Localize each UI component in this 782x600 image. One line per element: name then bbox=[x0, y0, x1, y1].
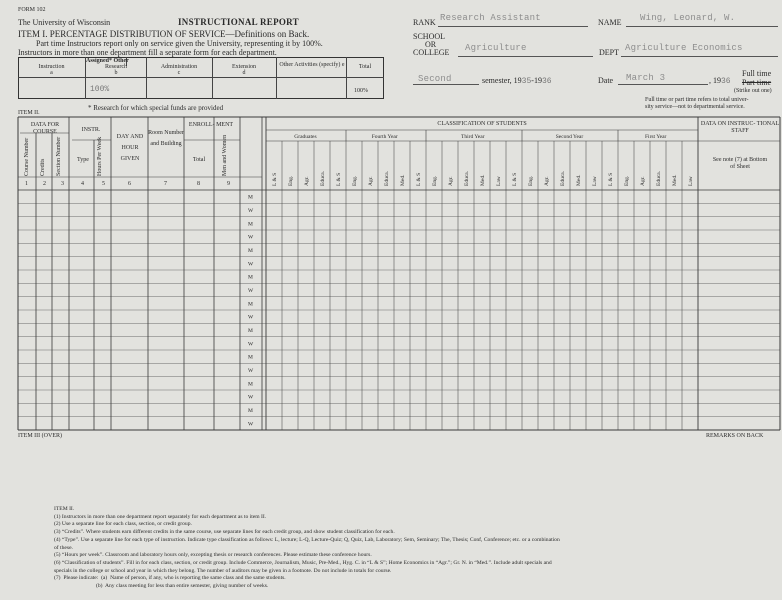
name-field[interactable]: Wing, Leonard, W. bbox=[640, 13, 736, 23]
sub-col-8: Med. bbox=[400, 174, 406, 186]
room-building-col: Room Number and Building bbox=[148, 130, 184, 147]
notes-title: ITEM II. bbox=[54, 506, 75, 512]
mw-label-12: M bbox=[248, 354, 253, 361]
year-end[interactable]: 36 bbox=[541, 77, 552, 86]
sub-col-0: L & S bbox=[272, 172, 278, 186]
note-6: (6) “Classification of students”. Fill in for each class, section, or credit group. Include Commerce, Journalism, Music, Pre-Med., Hyg. C. in “L & S”; Home Economics in “Agr.”; Gr. N. in “Med.”. Include adult specials and bbox=[54, 559, 552, 566]
sub-col-19: Med. bbox=[576, 174, 582, 186]
mw-label-17: W bbox=[248, 421, 254, 428]
sub-col-25: Med. bbox=[672, 174, 678, 186]
group-first-year: First Year bbox=[645, 134, 667, 140]
full-time-label: Full time bbox=[742, 69, 772, 78]
mw-label-10: M bbox=[248, 328, 253, 334]
note-7b: (b) Any class meeting for less than entire semester, giving number of weeks. bbox=[54, 583, 269, 590]
college-field[interactable]: Agriculture bbox=[465, 43, 527, 53]
strike-out-note: (Strike out one) bbox=[734, 88, 772, 94]
sub-col-12: Educa. bbox=[464, 170, 470, 186]
day-hour-col: DAY AND HOUR GIVEN bbox=[116, 134, 144, 162]
sub-col-17: Agr. bbox=[544, 176, 550, 186]
dept-label: DEPT bbox=[599, 48, 619, 57]
research-col: Research bbox=[105, 64, 127, 70]
sub-col-26: Law bbox=[688, 176, 694, 186]
research-footnote: * Research for which special funds are provided bbox=[88, 104, 224, 112]
part-time-label: Part time bbox=[742, 78, 772, 87]
full-time-note-1: Full time or part time refers to total univer- bbox=[645, 97, 749, 103]
dept-field[interactable]: Agriculture Economics bbox=[625, 43, 743, 53]
course-number-col: Course Number bbox=[24, 137, 30, 176]
semester-label: semester, 1935-1936 bbox=[482, 76, 552, 86]
administration-col: Administration bbox=[160, 64, 198, 70]
data-for-course-header: DATA FOR COURSE bbox=[30, 122, 60, 135]
mw-label-6: M bbox=[248, 274, 253, 281]
instr-header: INSTR. bbox=[81, 127, 101, 133]
sub-col-2: Agr. bbox=[304, 176, 310, 186]
instructional-staff-header: DATA ON INSTRUC- TIONAL STAFF bbox=[700, 121, 780, 134]
sub-col-15: L & S bbox=[512, 172, 518, 186]
year-start[interactable]: 35 bbox=[521, 77, 532, 86]
sub-col-10: Eng. bbox=[432, 175, 438, 186]
note-7a: (7) Please indicate: (a) Name of person, if any, who is reporting the same class and the same students. bbox=[54, 575, 286, 582]
mw-label-2: M bbox=[248, 221, 253, 228]
extension-col: Extension bbox=[232, 64, 256, 70]
men-women-col: Men and Women bbox=[222, 134, 228, 176]
sub-col-6: Agr. bbox=[368, 176, 374, 186]
sub-col-7: Educa. bbox=[384, 170, 390, 186]
classification-header: CLASSIFICATION OF STUDENTS bbox=[437, 121, 527, 127]
mw-label-4: M bbox=[248, 248, 253, 254]
group-third-year: Third Year bbox=[461, 134, 485, 140]
note-4: (4) “Type”. Use a separate line for each type of instruction. Indicate type classification as follows: L, lecture; L-Q, Lecture-Quiz; Q, Quiz, Lab, Laboratory; Sem, Seminary; The, Thesis; Conf, Conference; etc. or a combination bbox=[54, 536, 560, 543]
note-4-cont: of these. bbox=[54, 544, 73, 551]
research-percent[interactable]: 100% bbox=[90, 85, 110, 94]
sub-col-13: Med. bbox=[480, 174, 486, 186]
item1-instructions: Part time Instructors report only on service given the University, representing it by 100%. bbox=[36, 39, 323, 48]
item1-instructions-2: Instructors in more than one department fill a separate form for each department. bbox=[18, 48, 277, 57]
mw-label-0: M bbox=[248, 194, 253, 201]
mw-label-11: W bbox=[248, 341, 254, 348]
sub-col-5: Eng. bbox=[352, 175, 358, 186]
mw-label-15: W bbox=[248, 394, 254, 401]
see-note-text: See note (7) at Bottom of Sheet bbox=[712, 157, 768, 170]
note-1: (1) Instructors in more than one department report separately for each department as to item II. bbox=[54, 513, 267, 520]
instruction-col: Instruction bbox=[38, 64, 65, 70]
date-label: Date bbox=[598, 76, 614, 85]
remarks-label: REMARKS ON BACK bbox=[706, 433, 764, 439]
note-2: (2) Use a separate line for each class, section, or credit group. bbox=[54, 521, 192, 528]
or-label: OR bbox=[425, 40, 437, 49]
date-field[interactable]: March 3 bbox=[626, 73, 666, 83]
mw-label-5: W bbox=[248, 261, 254, 268]
note-3: (3) “Credits”. Where students earn different credits in the same course, use separate lines for each credit group, and show student classification for each. bbox=[54, 529, 395, 536]
note-5: (5) “Hours per week”. Classroom and laboratory hours only, excepting thesis or research conferences. Please estimate these conference hours. bbox=[54, 552, 372, 559]
sub-col-9: L & S bbox=[416, 172, 422, 186]
sub-col-22: Eng. bbox=[624, 175, 630, 186]
section-number-col: Section Number bbox=[56, 136, 62, 176]
instructional-report-form: FORM 102 The University of Wisconsin INSTRUCTIONAL REPORT ITEM I. PERCENTAGE DISTRIBUTION OF SERVICE—Definitions on Back. Part time Instructors report only on service given the University, representing it by 100%. Instructors in more than one department fill a separate form for each department. RANK Research Assistant NAME Wing, Leonard, W. SCHOOL OR COLLEGE Agriculture DEPT Agriculture Economics Second semester, 1935-1936 Date March 3 , 1936 Full time Part time (Strike out one) Full time or part time refers to total univer- sity service—not to departmental service. Instruction a Assigned* Other Research b Administration c Extension d Other Activities (specify) e Total 100% 100% * Research for which special funds are provided ITEM II. Graduates L & S Eng. Agr. Educa. L & S Fourth Year Eng. Agr. Educa. Med. L & S Third Year Eng. Agr. Educa. Med. Law L & S Second Year Eng. Agr. Educa. Med. Law L & S First Year Eng. Agr. Educa. Med. Law M W M W M W M W M W M W M W M W M W DATA FOR COURSE Course Number Credits Section Number INSTR. Type Hours Per Week DAY AND HOUR GIVEN Room Number and Building ENROLL- MENT Total Men and Women 1 2 3 4 5 6 7 8 9 CLASSIFICATION OF STUDENTS DATA ON INSTRUC- TIONAL STAFF See note (7) at Bottom of Sheet ITEM III (OVER) REMARKS ON BACK ITEM II. (1) Instructors in more than one department report separately for each department as to item II. (2) Use a separate line for each class, section, or credit group. (3) “Credits”. Where students earn different credits in the same course, use separate lines for each credit group, and show student classification for each. (4) “Type”. Use a separate line for each type of instruction. Indicate type classification as follows: L, lecture; L-Q, Lecture-Quiz; Q, Quiz, Lab, Laboratory; Sem, Seminary; The, Thesis; Conf, Conference; etc. or a combination of these. (5) “Hours per week”. Classroom and laboratory hours only, excepting thesis or research conferences. Please estimate these conference hours. (6) “Classification of students”. Fill in for each class, section, or credit group. Include Commerce, Journalism, Music, Pre-Med., Hyg. C. in “L & S”; Home Economics in “Agr.”; Gr. N. in “Med.”. Include adult specials and specials in the college or school and year in which they belong. The number of auditors may be given in a footnote. Do not include in totals for course. (7) Please indicate: (a) Name of person, if any, who is reporting the same class and the same students. (b) Any class meeting for less than entire semester, giving number of weeks. bbox=[0, 0, 782, 600]
form-number: FORM 102 bbox=[18, 7, 46, 13]
mw-label-1: W bbox=[248, 208, 254, 214]
assigned-other-label: Assigned* Other bbox=[86, 58, 129, 64]
mw-label-14: M bbox=[248, 381, 253, 388]
item3-label: ITEM III (OVER) bbox=[18, 433, 62, 439]
sub-col-18: Educa. bbox=[560, 170, 566, 186]
group-second-year: Second Year bbox=[555, 134, 584, 140]
sub-col-24: Educa. bbox=[656, 170, 662, 186]
sub-col-20: Law bbox=[592, 176, 598, 186]
mw-label-13: W bbox=[248, 368, 254, 374]
school-label: SCHOOL bbox=[413, 32, 446, 41]
sub-col-11: Agr. bbox=[448, 176, 454, 186]
total-col: Total bbox=[358, 64, 372, 70]
sub-col-16: Eng. bbox=[528, 175, 534, 186]
report-title: INSTRUCTIONAL REPORT bbox=[178, 17, 299, 27]
item1-title: ITEM I. PERCENTAGE DISTRIBUTION OF SERVICE—Definitions on Back. bbox=[18, 29, 310, 39]
mw-label-7: W bbox=[248, 288, 254, 294]
mw-label-16: M bbox=[248, 408, 253, 414]
sub-col-14: Law bbox=[496, 176, 502, 186]
item2-label: ITEM II. bbox=[18, 110, 40, 116]
rank-label: RANK bbox=[413, 18, 436, 27]
sub-col-4: L & S bbox=[336, 172, 342, 186]
other-activities-col: Other Activities (specify) e bbox=[279, 62, 345, 68]
group-fourth-year: Fourth Year bbox=[371, 134, 398, 140]
type-col: Type bbox=[77, 157, 89, 163]
total-percent[interactable]: 100% bbox=[354, 88, 368, 94]
college-label: COLLEGE bbox=[413, 48, 450, 57]
sub-col-1: Eng. bbox=[288, 175, 294, 186]
mw-label-3: W bbox=[248, 234, 254, 241]
full-time-note-2: sity service—not to departmental service. bbox=[645, 104, 745, 110]
mw-label-9: W bbox=[248, 314, 254, 321]
enrollment-header: ENROLL- MENT bbox=[188, 122, 234, 128]
group-graduates: Graduates bbox=[294, 134, 317, 140]
hours-per-week-col: Hours Per Week bbox=[97, 136, 103, 176]
notes-section bbox=[54, 506, 774, 591]
name-label: NAME bbox=[598, 18, 622, 27]
rank-field[interactable]: Research Assistant bbox=[440, 13, 541, 23]
credits-col: Credits bbox=[40, 158, 46, 176]
date-year: , 1936 bbox=[709, 76, 731, 86]
sub-col-3: Educa. bbox=[320, 170, 326, 186]
university-name: The University of Wisconsin bbox=[18, 18, 111, 27]
mw-label-8: M bbox=[248, 301, 253, 308]
sub-col-21: L & S bbox=[608, 172, 614, 186]
note-6-cont: specials in the college or school and year in which they belong. The number of auditors may be given in a footnote. Do not include in totals for course. bbox=[54, 567, 392, 574]
sub-col-23: Agr. bbox=[640, 176, 646, 186]
semester-field[interactable]: Second bbox=[418, 74, 452, 84]
enrollment-total-col: Total bbox=[192, 157, 206, 163]
